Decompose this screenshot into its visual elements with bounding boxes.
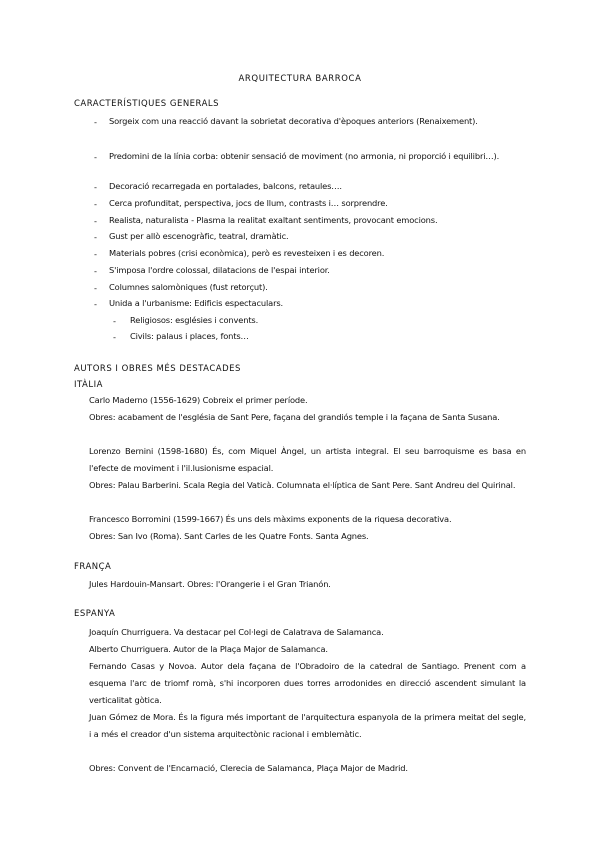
bullet-dash: - (94, 117, 97, 127)
paragraph: Obres: Convent de l'Encarnació, Clerecia de Salamanca, Plaça Major de Madrid. (89, 763, 408, 773)
country-heading-italy: ITÀLIA (74, 380, 103, 390)
country-heading-france: FRANÇA (74, 562, 112, 572)
bullet-dash: - (94, 249, 97, 259)
bullet-dash: - (94, 299, 97, 309)
sub-list-item: Religiosos: esglésies i convents. (130, 315, 259, 325)
list-item: Realista, naturalista - Plasma la realitat exaltant sentiments, provocant emocions. (109, 215, 438, 225)
paragraph: Lorenzo Bernini (1598-1680) És, com Miquel Àngel, un artista integral. El seu barroquisme es basa en l'efecte de moviment i l'il.lusionisme espacial. (89, 446, 526, 473)
list-item: Cerca profunditat, perspectiva, jocs de llum, contrasts i… sorprendre. (109, 198, 388, 208)
paragraph: Juan Gómez de Mora. És la figura més important de l'arquitectura espanyola de la primera meitat del segle, i a més el creador d'un sistema arquitectònic racional i emblemàtic. (89, 712, 526, 739)
section-heading-authors: AUTORS I OBRES MÉS DESTACADES (74, 364, 241, 374)
list-item: Materials pobres (crisi econòmica), però es revesteixen i es decoren. (109, 248, 385, 258)
sub-list-item: Civils: palaus i places, fonts… (130, 331, 249, 341)
bullet-dash: - (94, 232, 97, 242)
list-item: Columnes salomòniques (fust retorçut). (109, 282, 268, 292)
paragraph: Obres: San Ivo (Roma). Sant Carles de les Quatre Fonts. Santa Agnes. (89, 531, 369, 541)
bullet-dash: - (94, 182, 97, 192)
list-item: Unida a l'urbanisme: Edificis espectaculars. (109, 298, 284, 308)
paragraph: Joaquín Churriguera. Va destacar pel Col·legi de Calatrava de Salamanca. (89, 627, 384, 637)
list-item: Gust per allò escenogràfic, teatral, dramàtic. (109, 231, 289, 241)
list-item: S'imposa l'ordre colossal, dilatacions de l'espai interior. (109, 265, 330, 275)
bullet-dash: - (94, 199, 97, 209)
bullet-dash: - (94, 216, 97, 226)
paragraph: Jules Hardouin-Mansart. Obres: l'Orangerie i el Gran Trianón. (89, 579, 331, 589)
sub-bullet-dash: - (113, 316, 116, 326)
paragraph: Obres: Palau Barberini. Scala Regia del Vaticà. Columnata el·líptica de Sant Pere. Sant Andreu del Quirinal. (89, 480, 516, 490)
paragraph: Carlo Maderno (1556-1629) Cobreix el primer període. (89, 395, 308, 405)
paragraph: Obres: acabament de l'església de Sant Pere, façana del grandiós temple i la façana de Santa Susana. (89, 412, 500, 422)
paragraph: Alberto Churriguera. Autor de la Plaça Major de Salamanca. (89, 644, 328, 654)
paragraph: Fernando Casas y Novoa. Autor dela façana de l'Obradoiro de la catedral de Santiago. Prenent com a esquema l'arc de triomf romà, s'hi incorporen dues torres arrodonides en direcció ascendent simulant la verticalitat gòtica. (89, 661, 526, 705)
list-item: Sorgeix com una reacció davant la sobrietat decorativa d'èpoques anteriors (Renaixement). (109, 116, 478, 126)
sub-bullet-dash: - (113, 332, 116, 342)
document-title: ARQUITECTURA BARROCA (238, 74, 362, 84)
list-item: Decoració recarregada en portalades, balcons, retaules…. (109, 181, 342, 191)
list-item: Predomini de la línia corba: obtenir sensació de moviment (no armonia, ni proporció i equilibri…). (109, 151, 500, 161)
section-heading-general: CARACTERÍSTIQUES GENERALS (74, 99, 220, 109)
bullet-dash: - (94, 266, 97, 276)
paragraph: Francesco Borromini (1599-1667) És uns dels màxims exponents de la riquesa decorativa. (89, 514, 452, 524)
bullet-dash: - (94, 283, 97, 293)
country-heading-spain: ESPANYA (74, 609, 116, 619)
bullet-dash: - (94, 152, 97, 162)
